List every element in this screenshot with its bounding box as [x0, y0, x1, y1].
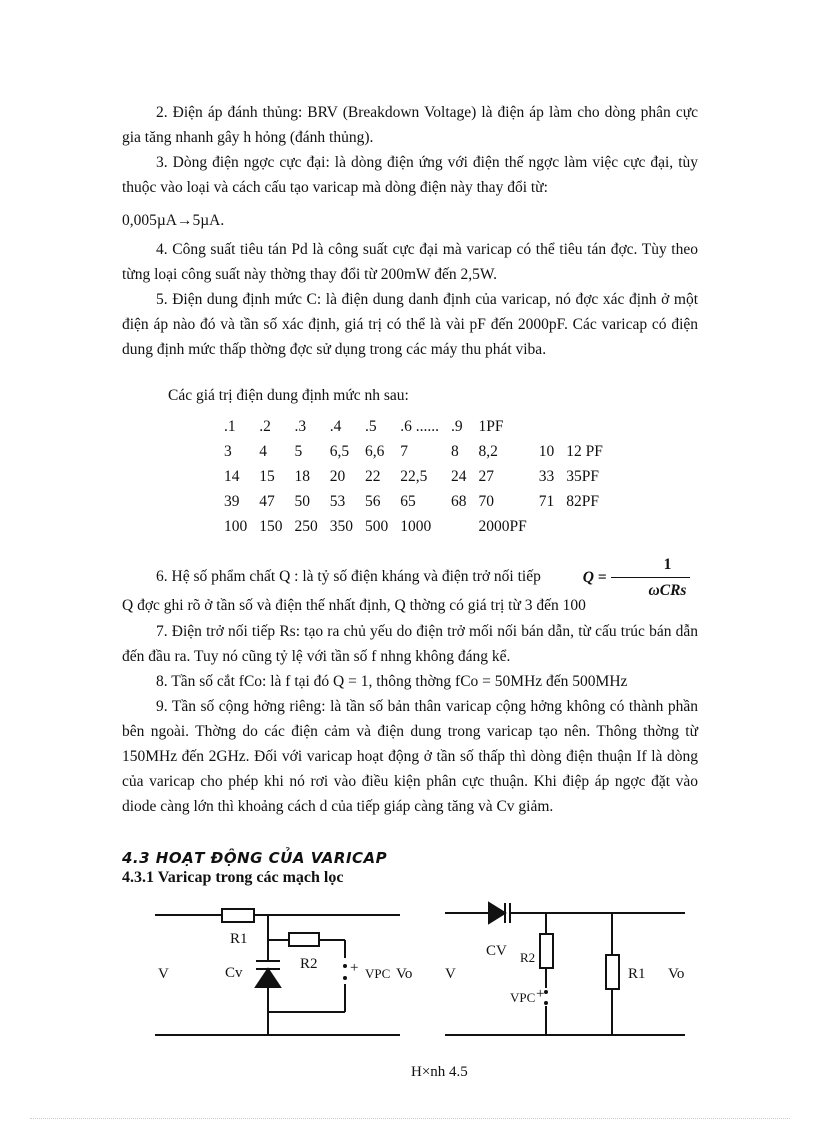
values-cell: 6,6 [365, 442, 385, 460]
label-plus-right: + [536, 986, 545, 1002]
values-cell: 35PF [566, 467, 599, 485]
paragraph-reverse-current: 3. Dòng điện ngợc cực đại: là dòng điện ứng với điện thế ngợc làm việc cực đại, tùy thuộc vào loại và cách cấu tạo varicap mà dòng điện này thay đổi từ: [122, 154, 698, 196]
paragraph-series-resistance: 7. Điện trở nối tiếp Rs: tạo ra chủ yếu do điện trở mối nối bán dẫn, từ cấu trúc bán dẫn đến đầu ra. Tuy nó cũng tỷ lệ với tần số f nhng không đáng kể. [122, 623, 698, 665]
figure-caption: H×nh 4.5 [411, 1064, 468, 1080]
values-cell: 68 [451, 492, 467, 510]
paragraph-breakdown-voltage: 2. Điện áp đánh thủng: BRV (Breakdown Voltage) là điện áp làm cho dòng phân cực gia tăng nhanh gây h hỏng (đánh thủng). [122, 104, 698, 146]
values-cell: .5 [365, 417, 377, 435]
values-cell: 1PF [478, 417, 504, 435]
values-cell: 65 [400, 492, 416, 510]
paragraph-cutoff-frequency: 8. Tần số cắt fCo: là f tại đó Q = 1, thông thờng fCo = 50MHz đến 500MHz [156, 673, 628, 690]
label-r1-left: R1 [230, 931, 248, 947]
values-cell: 500 [365, 517, 389, 535]
values-cell: 2000PF [478, 517, 527, 535]
values-cell: 350 [329, 517, 353, 535]
values-cell: .4 [329, 417, 342, 435]
values-cell: 27 [478, 467, 494, 485]
values-cell: 53 [329, 492, 346, 510]
fraction-numerator: 1 [611, 552, 691, 578]
quality-factor-formula-lhs: Q = [582, 569, 607, 586]
values-cell: .3 [294, 417, 307, 435]
label-vpc-left: VPC [365, 966, 391, 981]
varicap-diode-left [256, 969, 280, 987]
left-filter-circuit [155, 909, 400, 1035]
values-cell: 7 [400, 442, 408, 460]
paragraph-resonant-frequency: 9. Tần số cộng hởng riêng: là tần số bản thân varicap cộng hởng không có thành phần bên ngoài. Thờng do các điện cảm và điện dung trong varicap tạo nên. Thông thờng từ 150MHz đến 2GHz. Đối với varicap hoạt động ở tần số thấp thì dòng điện thuận If là dòng của varicap cho phép khi nó rơi vào điều kiện phân cực thuận. Khi điệp áp ngợc đặt vào diode càng lớn thì khoảng cách d của tiếp giáp càng tăng và Cv giảm. [122, 698, 698, 815]
values-cell: 39 [224, 492, 240, 510]
values-cell: 100 [224, 517, 248, 535]
right-filter-circuit [445, 903, 685, 1035]
resistor-r2-right [540, 934, 553, 968]
paragraph-quality-factor-cont: Q đợc ghi rõ ở tần số và điện thế nhất định, Q thờng có giá trị từ 3 đến 100 [122, 597, 586, 614]
values-cell: 150 [259, 517, 283, 535]
values-cell: .6 ...... [400, 417, 439, 435]
paragraph-reverse-current-range: 0,005µA→5µA. [122, 212, 225, 229]
varicap-diode-right [489, 903, 505, 923]
label-r2-right: R2 [520, 950, 536, 965]
values-cell: 8,2 [478, 442, 498, 460]
subsection-heading: 4.3.1 Varicap trong các mạch lọc [122, 869, 344, 886]
values-cell: 33 [538, 467, 555, 485]
values-cell: 20 [329, 467, 346, 485]
values-cell: 70 [478, 492, 494, 510]
page-bottom-divider [30, 1118, 790, 1119]
quality-factor-text: 6. Hệ số phẩm chất Q : là tỷ số điện kháng và điện trở nối tiếp [156, 568, 541, 586]
values-caption: Các giá trị điện dung định mức nh sau: [168, 387, 409, 404]
resistor-r2-left [289, 933, 319, 946]
values-cell: 6,5 [329, 442, 350, 460]
values-cell: 12 PF [566, 442, 603, 460]
resistor-r1-left [222, 909, 254, 922]
paragraph-rated-capacitance: 5. Điện dung định mức C: là điện dung danh định của varicap, nó đợc xác định ở một điện áp nào đó và tần số xác định, giá trị có thể là vài pF đến 2000pF. Các varicap có điện dung định mức thấp thờng đợc sử dụng trong các máy thu phát viba. [122, 291, 698, 358]
resistor-r1-right [606, 955, 619, 989]
values-cell: 3 [224, 442, 232, 460]
values-cell: 4 [259, 442, 267, 460]
values-cell: 14 [224, 467, 240, 485]
values-cell: 22,5 [400, 467, 428, 485]
section-heading: 4.3 HOẠT ĐỘNG CỦA VARICAP [122, 849, 388, 867]
label-vpc-right: VPC [510, 990, 536, 1005]
values-cell: 82PF [566, 492, 599, 510]
label-plus-left: + [350, 960, 359, 976]
label-v-left: V [158, 966, 169, 982]
label-vo-left: Vo [396, 966, 413, 982]
fraction-denominator: ωCRs [648, 582, 687, 599]
values-cell: 71 [538, 492, 555, 510]
values-cell: .9 [451, 417, 463, 435]
values-cell: 50 [294, 492, 310, 510]
values-cell: 8 [451, 442, 459, 460]
label-v-right: V [445, 966, 456, 982]
values-cell: 15 [259, 467, 275, 485]
label-vo-right: Vo [668, 966, 685, 982]
values-cell: .1 [224, 417, 236, 435]
values-cell: 47 [259, 492, 275, 510]
values-cell: 1000 [400, 517, 432, 535]
values-cell: 24 [451, 467, 467, 485]
values-cell: 18 [294, 467, 310, 485]
paragraph-power-dissipation: 4. Công suất tiêu tán Pd là công suất cực đại mà varicap có thể tiêu tán đợc. Tùy theo từng loại công suất này thờng thay đổi từ 200mW đến 2,5W. [122, 241, 698, 283]
label-r1-right: R1 [628, 966, 646, 982]
label-cv-right: CV [486, 943, 507, 959]
label-r2-left: R2 [300, 956, 318, 972]
values-cell: 10 [538, 442, 555, 460]
values-cell: 5 [294, 442, 303, 460]
values-cell: .2 [259, 417, 271, 435]
values-cell: 250 [294, 517, 318, 535]
values-cell: 22 [365, 467, 381, 485]
values-cell: 56 [365, 492, 381, 510]
label-cv-left: Cv [225, 965, 243, 981]
